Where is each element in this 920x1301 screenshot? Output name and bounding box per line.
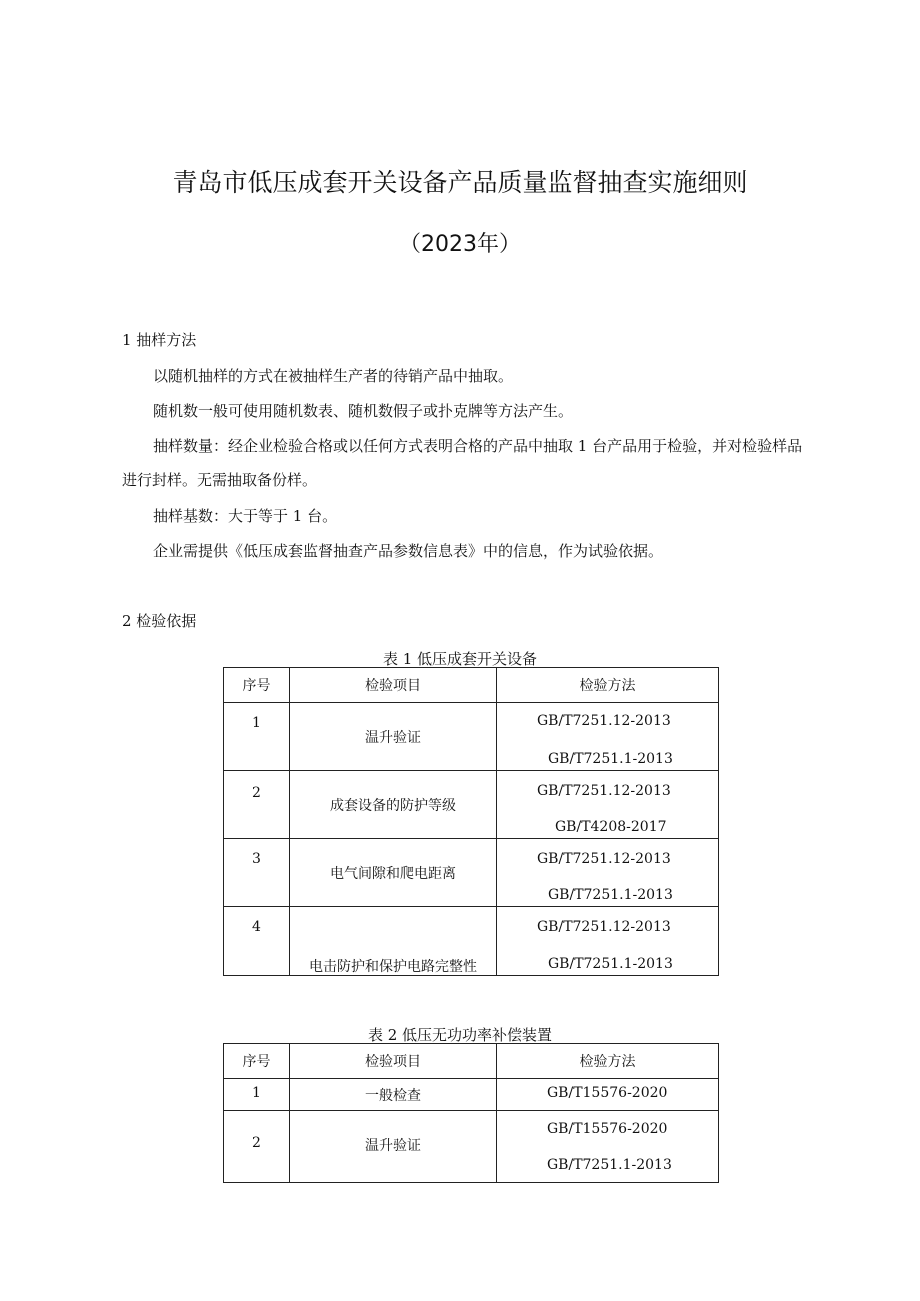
row-number: 1 (252, 1085, 261, 1101)
header-cell: 检验方法 (497, 1044, 719, 1079)
method-standard: GB/T7251.1-2013 (548, 887, 673, 903)
method-standard: GB/T7251.12-2013 (537, 851, 671, 867)
paragraph: 企业需提供《低压成套监督抽查产品参数信息表》中的信息，作为试验依据。 (153, 542, 664, 560)
inspection-item: 电气间隙和爬电距离 (330, 866, 456, 882)
paragraph: 抽样数量：经企业检验合格或以任何方式表明合格的产品中抽取 1 台产品用于检验，并对检验样品 (153, 437, 803, 455)
paragraph: 随机数一般可使用随机数表、随机数假子或扑克牌等方法产生。 (153, 402, 574, 420)
paragraph: 抽样基数：大于等于 1 台。 (153, 507, 338, 525)
paragraph: 进行封样。无需抽取备份样。 (122, 471, 318, 489)
table-caption: 表 1 低压成套开关设备 (382, 650, 538, 668)
header-cell: 检验项目 (290, 1044, 497, 1079)
header-cell: 检验方法 (497, 668, 719, 703)
table-row (224, 1111, 719, 1183)
table-row (224, 771, 719, 839)
inspection-item: 温升验证 (365, 1138, 421, 1154)
header-cell: 序号 (224, 668, 290, 703)
paragraph: 以随机抽样的方式在被抽样生产者的待销产品中抽取。 (153, 367, 514, 385)
table-row (224, 1079, 719, 1111)
section-heading-sampling: 1 抽样方法 (122, 331, 197, 349)
inspection-table-1 (223, 667, 719, 976)
inspection-table-2 (223, 1043, 719, 1183)
header-cell: 检验项目 (290, 668, 497, 703)
header-cell: 序号 (224, 1044, 290, 1079)
section-heading-basis: 2 检验依据 (122, 612, 197, 630)
table-row (224, 703, 719, 771)
method-standard: GB/T15576-2020 (547, 1121, 668, 1137)
row-number: 2 (252, 1135, 261, 1151)
method-standard: GB/T7251.1-2013 (547, 1157, 672, 1173)
inspection-item: 电击防护和保护电路完整性 (309, 959, 477, 975)
row-number: 3 (252, 851, 261, 867)
method-standard: GB/T15576-2020 (547, 1085, 668, 1101)
document-subtitle: （2023年） (399, 232, 521, 257)
document-title: 青岛市低压成套开关设备产品质量监督抽查实施细则 (172, 168, 748, 197)
inspection-item: 一般检查 (365, 1088, 421, 1104)
table-header-row (224, 668, 719, 703)
row-number: 4 (252, 919, 261, 935)
row-number: 2 (252, 785, 261, 801)
method-standard: GB/T7251.12-2013 (537, 713, 671, 729)
table-row (224, 839, 719, 907)
inspection-item: 温升验证 (365, 730, 421, 746)
inspection-item: 成套设备的防护等级 (330, 798, 456, 814)
method-standard: GB/T7251.12-2013 (537, 783, 671, 799)
method-standard: GB/T7251.12-2013 (537, 919, 671, 935)
method-standard: GB/T7251.1-2013 (548, 751, 673, 767)
method-standard: GB/T7251.1-2013 (548, 956, 673, 972)
table-row (224, 907, 719, 976)
table-header-row (224, 1044, 719, 1079)
method-standard: GB/T4208-2017 (555, 819, 667, 835)
row-number: 1 (252, 715, 261, 731)
table-caption: 表 2 低压无功功率补偿装置 (367, 1026, 553, 1044)
